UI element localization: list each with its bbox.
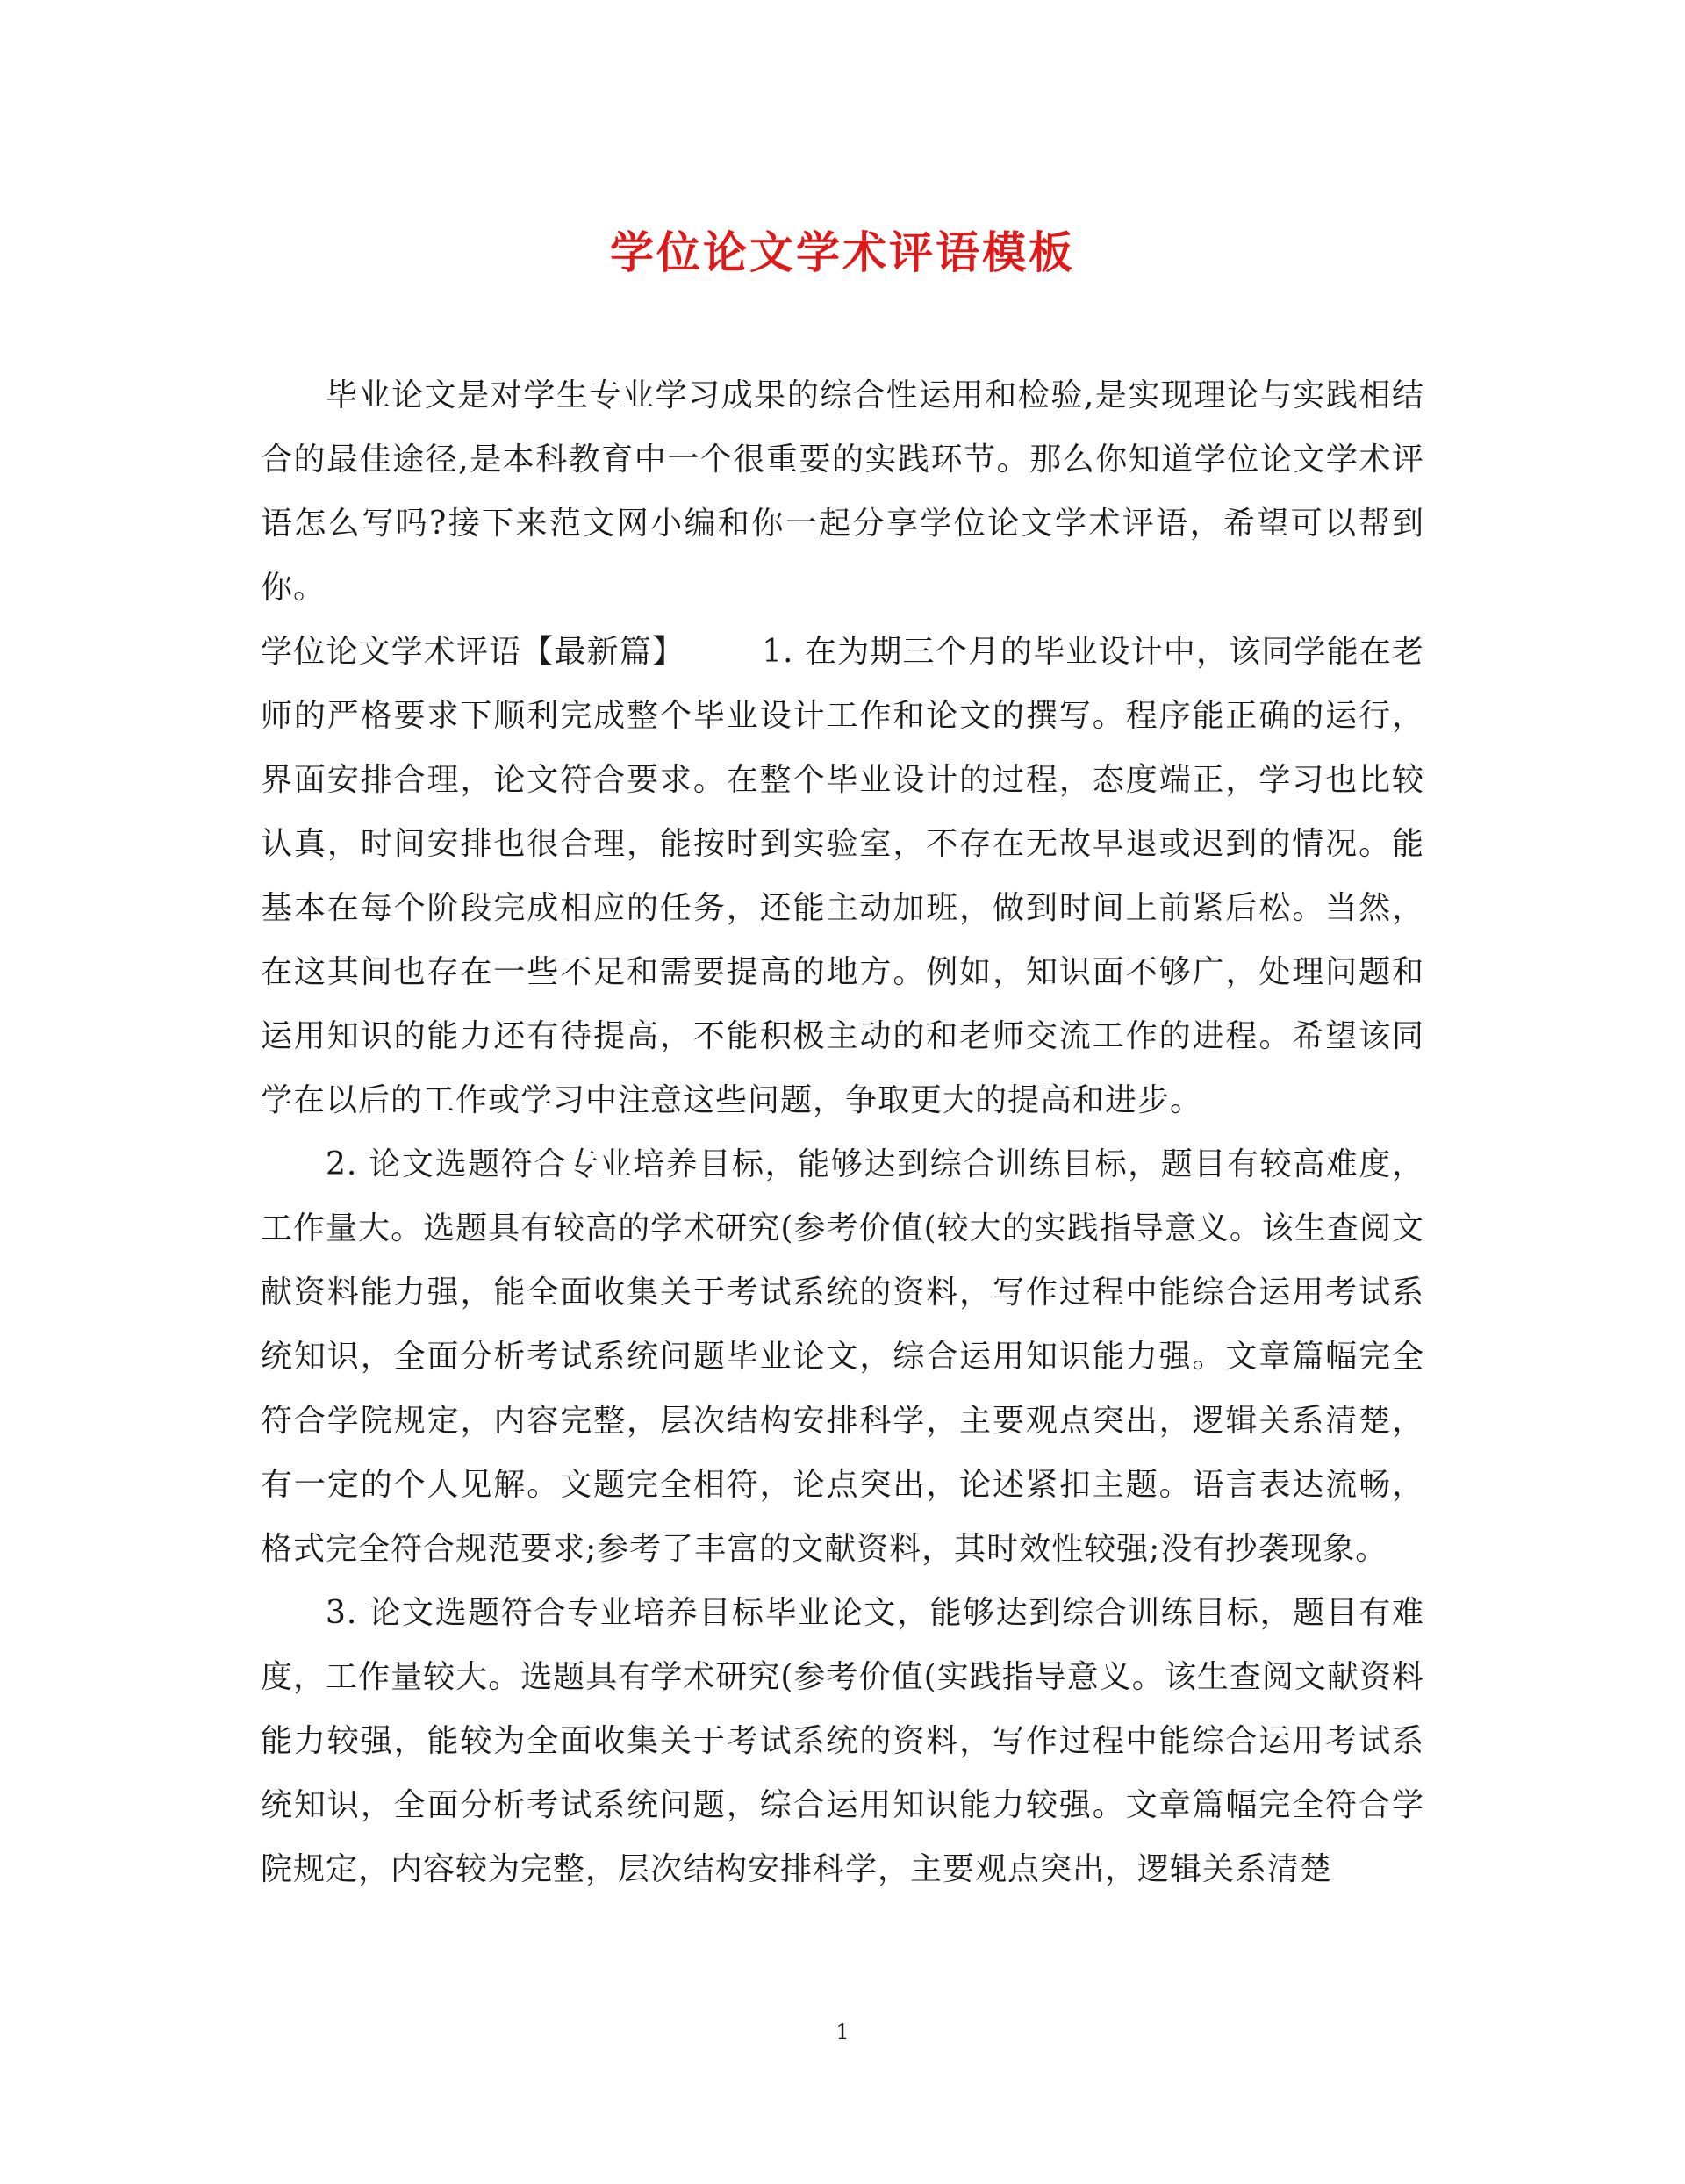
page-number: 1 (835, 2020, 850, 2044)
comment-2-paragraph: 2. 论文选题符合专业培养目标，能够达到综合训练目标，题目有较高难度，工作量大。选题具有较高的学术研究(参考价值(较大的实践指导意义。该生查阅文献资料能力强，能全面收集关于考试系统的资料，写作过程中能综合运用考试系统知识，全面分析考试系统问题毕业论文，综合运用知识能力强。文章篇幅完全符合学院规定，内容完整，层次结构安排科学，主要观点突出，逻辑关系清楚，有一定的个人见解。文题完全相符，论点突出，论述紧扣主题。语言表达流畅，格式完全符合规范要求;参考了丰富的文献资料，其时效性较强;没有抄袭现象。 (261, 1146, 1424, 1567)
document-body (261, 363, 1424, 1901)
comment-1-text: 1. 在为期三个月的毕业设计中，该同学能在老师的严格要求下顺利完成整个毕业设计工作和论文的撰写。程序能正确的运行，界面安排合理，论文符合要求。在整个毕业设计的过程，态度端正，学习也比较认真，时间安排也很合理，能按时到实验室，不存在无故早退或迟到的情况。能基本在每个阶段完成相应的任务，还能主动加班，做到时间上前紧后松。当然，在这其间也存在一些不足和需要提高的地方。例如，知识面不够广，处理问题和运用知识的能力还有待提高，不能积极主动的和老师交流工作的进程。希望该同学在以后的工作或学习中注意这些问题，争取更大的提高和进步。 (261, 634, 1424, 1118)
section-heading: 学位论文学术评语【最新篇】 (261, 634, 685, 670)
comment-3-paragraph: 3. 论文选题符合专业培养目标毕业论文，能够达到综合训练目标，题目有难度，工作量较大。选题具有学术研究(参考价值(实践指导意义。该生查阅文献资料能力较强，能较为全面收集关于考试系统的资料，写作过程中能综合运用考试系统知识，全面分析考试系统问题，综合运用知识能力较强。文章篇幅完全符合学院规定，内容较为完整，层次结构安排科学，主要观点突出，逻辑关系清楚 (261, 1595, 1424, 1887)
comment-1-paragraph (261, 620, 1424, 1132)
document-title: 学位论文学术评语模板 (610, 226, 1075, 278)
intro-paragraph: 毕业论文是对学生专业学习成果的综合性运用和检验,是实现理论与实践相结合的最佳途径,是本科教育中一个很重要的实践环节。那么你知道学位论文学术评语怎么写吗?接下来范文网小编和你一起分享学位论文学术评语，希望可以帮到你。 (261, 377, 1424, 606)
